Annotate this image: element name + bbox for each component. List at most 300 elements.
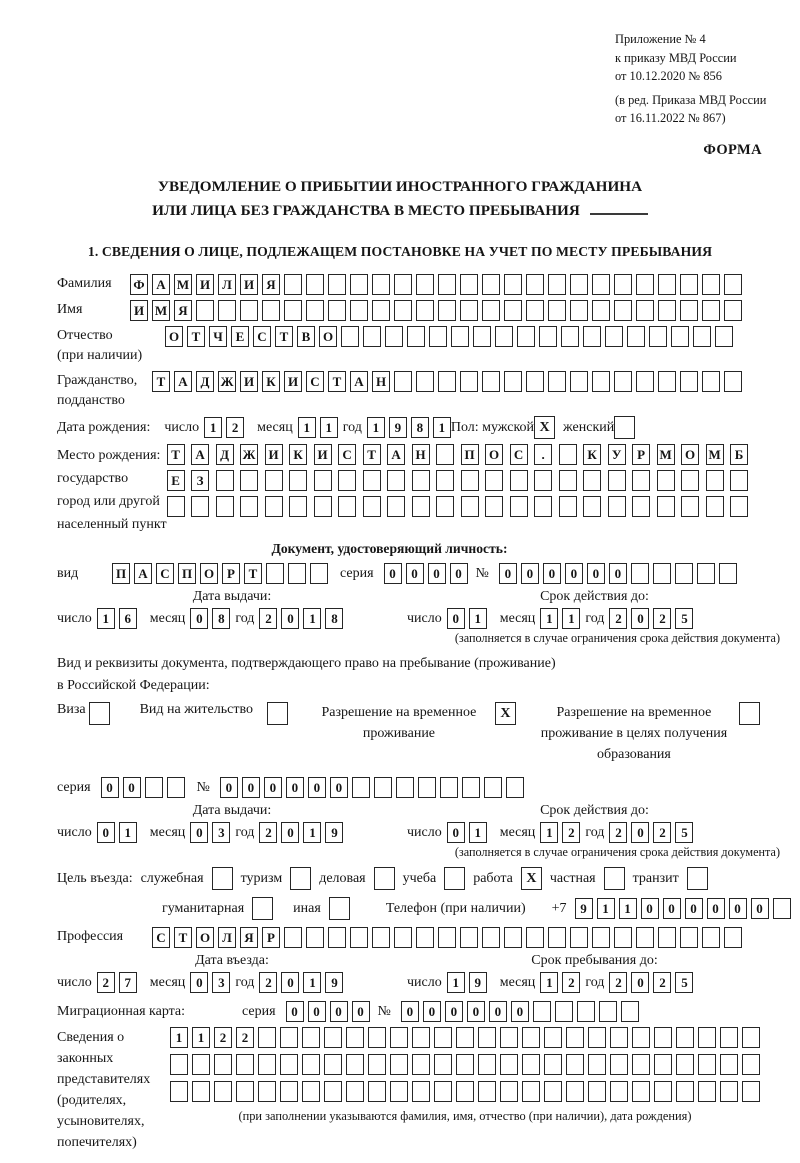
char-cell[interactable]: 0 — [543, 563, 561, 584]
char-cell[interactable]: 1 — [469, 822, 487, 843]
char-cell[interactable]: 0 — [308, 777, 326, 798]
char-cell[interactable] — [216, 470, 234, 491]
char-cell[interactable]: Б — [730, 444, 748, 465]
char-cell[interactable] — [548, 927, 566, 948]
char-cell[interactable] — [412, 1027, 430, 1048]
char-cell[interactable] — [559, 496, 577, 517]
char-cell[interactable] — [698, 1054, 716, 1075]
char-cell[interactable] — [627, 326, 645, 347]
char-cell[interactable]: 0 — [450, 563, 468, 584]
char-cell[interactable] — [742, 1054, 760, 1075]
char-cell[interactable] — [570, 927, 588, 948]
char-cell[interactable] — [460, 274, 478, 295]
char-cell[interactable] — [636, 927, 654, 948]
char-cell[interactable] — [416, 274, 434, 295]
char-cell[interactable] — [346, 1027, 364, 1048]
char-cell[interactable] — [605, 326, 623, 347]
char-cell[interactable] — [258, 1027, 276, 1048]
char-cell[interactable] — [653, 563, 671, 584]
char-cell[interactable]: 0 — [499, 563, 517, 584]
char-cell[interactable] — [363, 496, 381, 517]
char-cell[interactable]: 1 — [204, 417, 222, 438]
char-cell[interactable] — [436, 444, 454, 465]
char-cell[interactable]: 5 — [675, 972, 693, 993]
char-cell[interactable]: А — [387, 444, 405, 465]
option-residence-permit-checkbox[interactable] — [267, 702, 288, 725]
char-cell[interactable] — [742, 1081, 760, 1102]
char-cell[interactable] — [478, 1054, 496, 1075]
char-cell[interactable] — [654, 1027, 672, 1048]
char-cell[interactable] — [671, 326, 689, 347]
char-cell[interactable] — [462, 777, 480, 798]
char-cell[interactable] — [306, 300, 324, 321]
char-cell[interactable] — [548, 371, 566, 392]
char-cell[interactable] — [473, 326, 491, 347]
char-cell[interactable] — [460, 300, 478, 321]
char-cell[interactable]: П — [461, 444, 479, 465]
char-cell[interactable]: 0 — [609, 563, 627, 584]
char-cell[interactable]: Ж — [218, 371, 236, 392]
char-cell[interactable] — [730, 470, 748, 491]
char-cell[interactable] — [372, 927, 390, 948]
char-cell[interactable]: 2 — [97, 972, 115, 993]
char-cell[interactable] — [658, 274, 676, 295]
char-cell[interactable] — [588, 1081, 606, 1102]
char-cell[interactable] — [240, 470, 258, 491]
char-cell[interactable] — [706, 496, 724, 517]
char-cell[interactable] — [495, 326, 513, 347]
char-cell[interactable] — [434, 1054, 452, 1075]
char-cell[interactable]: 1 — [320, 417, 338, 438]
char-cell[interactable]: А — [152, 274, 170, 295]
char-cell[interactable] — [438, 371, 456, 392]
char-cell[interactable] — [681, 470, 699, 491]
char-cell[interactable] — [522, 1081, 540, 1102]
char-cell[interactable] — [614, 300, 632, 321]
char-cell[interactable] — [675, 563, 693, 584]
char-cell[interactable]: 0 — [190, 822, 208, 843]
char-cell[interactable] — [592, 927, 610, 948]
char-cell[interactable] — [314, 496, 332, 517]
char-cell[interactable]: И — [265, 444, 283, 465]
char-cell[interactable]: 0 — [521, 563, 539, 584]
char-cell[interactable] — [196, 300, 214, 321]
char-cell[interactable] — [504, 274, 522, 295]
char-cell[interactable] — [451, 326, 469, 347]
char-cell[interactable] — [658, 371, 676, 392]
char-cell[interactable]: 0 — [445, 1001, 463, 1022]
char-cell[interactable] — [310, 563, 328, 584]
char-cell[interactable]: Т — [167, 444, 185, 465]
char-cell[interactable] — [526, 371, 544, 392]
char-cell[interactable] — [500, 1081, 518, 1102]
char-cell[interactable] — [566, 1027, 584, 1048]
char-cell[interactable] — [485, 496, 503, 517]
char-cell[interactable] — [702, 274, 720, 295]
char-cell[interactable] — [240, 496, 258, 517]
char-cell[interactable] — [526, 300, 544, 321]
char-cell[interactable]: 0 — [330, 777, 348, 798]
char-cell[interactable] — [302, 1081, 320, 1102]
char-cell[interactable] — [510, 496, 528, 517]
char-cell[interactable]: И — [284, 371, 302, 392]
char-cell[interactable]: 2 — [609, 972, 627, 993]
char-cell[interactable] — [608, 470, 626, 491]
char-cell[interactable] — [588, 1054, 606, 1075]
char-cell[interactable]: Т — [363, 444, 381, 465]
char-cell[interactable] — [456, 1081, 474, 1102]
char-cell[interactable] — [592, 274, 610, 295]
char-cell[interactable] — [266, 563, 284, 584]
char-cell[interactable] — [372, 300, 390, 321]
char-cell[interactable]: О — [319, 326, 337, 347]
char-cell[interactable] — [324, 1027, 342, 1048]
char-cell[interactable] — [614, 927, 632, 948]
char-cell[interactable] — [280, 1054, 298, 1075]
char-cell[interactable] — [544, 1081, 562, 1102]
char-cell[interactable] — [534, 470, 552, 491]
char-cell[interactable] — [280, 1027, 298, 1048]
char-cell[interactable] — [438, 927, 456, 948]
char-cell[interactable] — [289, 496, 307, 517]
char-cell[interactable] — [702, 300, 720, 321]
char-cell[interactable]: Н — [372, 371, 390, 392]
char-cell[interactable]: 0 — [447, 608, 465, 629]
char-cell[interactable]: В — [297, 326, 315, 347]
char-cell[interactable] — [522, 1027, 540, 1048]
char-cell[interactable]: А — [134, 563, 152, 584]
char-cell[interactable]: 0 — [565, 563, 583, 584]
char-cell[interactable]: Т — [152, 371, 170, 392]
char-cell[interactable] — [715, 326, 733, 347]
char-cell[interactable]: 1 — [562, 608, 580, 629]
purpose-other-checkbox[interactable] — [329, 897, 350, 920]
char-cell[interactable]: 0 — [97, 822, 115, 843]
char-cell[interactable]: 8 — [325, 608, 343, 629]
char-cell[interactable] — [390, 1081, 408, 1102]
char-cell[interactable] — [434, 1081, 452, 1102]
char-cell[interactable]: Л — [218, 927, 236, 948]
char-cell[interactable]: 2 — [226, 417, 244, 438]
char-cell[interactable]: С — [338, 444, 356, 465]
char-cell[interactable] — [654, 1054, 672, 1075]
char-cell[interactable] — [438, 274, 456, 295]
char-cell[interactable] — [654, 1081, 672, 1102]
char-cell[interactable] — [697, 563, 715, 584]
char-cell[interactable] — [614, 371, 632, 392]
char-cell[interactable]: Я — [240, 927, 258, 948]
char-cell[interactable] — [284, 274, 302, 295]
char-cell[interactable]: Д — [216, 444, 234, 465]
char-cell[interactable]: 3 — [212, 822, 230, 843]
char-cell[interactable] — [583, 470, 601, 491]
char-cell[interactable]: 0 — [406, 563, 424, 584]
char-cell[interactable] — [368, 1027, 386, 1048]
char-cell[interactable] — [394, 300, 412, 321]
char-cell[interactable] — [610, 1081, 628, 1102]
char-cell[interactable] — [773, 898, 791, 919]
char-cell[interactable] — [374, 777, 392, 798]
char-cell[interactable]: 1 — [540, 822, 558, 843]
char-cell[interactable]: А — [350, 371, 368, 392]
char-cell[interactable] — [390, 1027, 408, 1048]
char-cell[interactable] — [306, 927, 324, 948]
char-cell[interactable] — [534, 496, 552, 517]
char-cell[interactable] — [170, 1054, 188, 1075]
char-cell[interactable] — [350, 300, 368, 321]
char-cell[interactable] — [676, 1054, 694, 1075]
option-visa-checkbox[interactable] — [89, 702, 110, 725]
char-cell[interactable] — [372, 274, 390, 295]
char-cell[interactable] — [636, 274, 654, 295]
char-cell[interactable] — [544, 1054, 562, 1075]
char-cell[interactable] — [724, 927, 742, 948]
purpose-transit-checkbox[interactable] — [687, 867, 708, 890]
char-cell[interactable] — [484, 777, 502, 798]
char-cell[interactable]: 0 — [281, 972, 299, 993]
char-cell[interactable] — [167, 496, 185, 517]
char-cell[interactable] — [588, 1027, 606, 1048]
char-cell[interactable]: 0 — [281, 608, 299, 629]
char-cell[interactable]: П — [178, 563, 196, 584]
char-cell[interactable]: 1 — [298, 417, 316, 438]
char-cell[interactable] — [680, 927, 698, 948]
char-cell[interactable] — [724, 274, 742, 295]
char-cell[interactable] — [599, 1001, 617, 1022]
char-cell[interactable]: Р — [632, 444, 650, 465]
char-cell[interactable]: 0 — [423, 1001, 441, 1022]
purpose-official-checkbox[interactable] — [212, 867, 233, 890]
char-cell[interactable] — [368, 1081, 386, 1102]
char-cell[interactable]: У — [608, 444, 626, 465]
char-cell[interactable] — [631, 563, 649, 584]
char-cell[interactable] — [314, 470, 332, 491]
char-cell[interactable] — [698, 1027, 716, 1048]
char-cell[interactable] — [352, 777, 370, 798]
char-cell[interactable] — [363, 470, 381, 491]
char-cell[interactable]: Т — [187, 326, 205, 347]
char-cell[interactable] — [440, 777, 458, 798]
char-cell[interactable]: Л — [218, 274, 236, 295]
char-cell[interactable]: . — [534, 444, 552, 465]
char-cell[interactable] — [583, 326, 601, 347]
char-cell[interactable]: 0 — [101, 777, 119, 798]
option-temp-residence-checkbox[interactable]: X — [495, 702, 516, 725]
char-cell[interactable]: Ф — [130, 274, 148, 295]
char-cell[interactable] — [724, 300, 742, 321]
char-cell[interactable] — [363, 326, 381, 347]
char-cell[interactable] — [478, 1081, 496, 1102]
char-cell[interactable] — [676, 1027, 694, 1048]
char-cell[interactable] — [742, 1027, 760, 1048]
char-cell[interactable]: Я — [262, 274, 280, 295]
char-cell[interactable]: 2 — [259, 972, 277, 993]
char-cell[interactable] — [416, 371, 434, 392]
char-cell[interactable] — [460, 927, 478, 948]
char-cell[interactable]: Д — [196, 371, 214, 392]
char-cell[interactable] — [328, 927, 346, 948]
char-cell[interactable]: 5 — [675, 608, 693, 629]
char-cell[interactable] — [346, 1054, 364, 1075]
char-cell[interactable] — [456, 1054, 474, 1075]
char-cell[interactable]: 6 — [119, 608, 137, 629]
char-cell[interactable]: 0 — [631, 972, 649, 993]
char-cell[interactable] — [681, 496, 699, 517]
char-cell[interactable] — [561, 326, 579, 347]
char-cell[interactable]: И — [240, 274, 258, 295]
char-cell[interactable] — [346, 1081, 364, 1102]
char-cell[interactable]: М — [174, 274, 192, 295]
char-cell[interactable] — [720, 1054, 738, 1075]
char-cell[interactable] — [482, 371, 500, 392]
char-cell[interactable] — [632, 496, 650, 517]
char-cell[interactable]: 1 — [192, 1027, 210, 1048]
char-cell[interactable] — [570, 371, 588, 392]
char-cell[interactable]: Е — [231, 326, 249, 347]
char-cell[interactable]: 1 — [303, 608, 321, 629]
char-cell[interactable] — [429, 326, 447, 347]
purpose-business-checkbox[interactable] — [374, 867, 395, 890]
char-cell[interactable] — [456, 1027, 474, 1048]
char-cell[interactable] — [504, 927, 522, 948]
char-cell[interactable] — [306, 274, 324, 295]
char-cell[interactable]: 0 — [308, 1001, 326, 1022]
char-cell[interactable] — [341, 326, 359, 347]
char-cell[interactable] — [328, 300, 346, 321]
char-cell[interactable]: Т — [174, 927, 192, 948]
char-cell[interactable] — [394, 274, 412, 295]
char-cell[interactable]: О — [165, 326, 183, 347]
char-cell[interactable] — [539, 326, 557, 347]
char-cell[interactable] — [407, 326, 425, 347]
char-cell[interactable] — [416, 300, 434, 321]
char-cell[interactable] — [418, 777, 436, 798]
char-cell[interactable] — [302, 1027, 320, 1048]
char-cell[interactable]: 5 — [675, 822, 693, 843]
char-cell[interactable] — [636, 300, 654, 321]
char-cell[interactable]: 3 — [212, 972, 230, 993]
char-cell[interactable]: 1 — [619, 898, 637, 919]
char-cell[interactable] — [636, 371, 654, 392]
char-cell[interactable] — [517, 326, 535, 347]
char-cell[interactable]: 1 — [447, 972, 465, 993]
char-cell[interactable]: 0 — [631, 608, 649, 629]
char-cell[interactable] — [412, 470, 430, 491]
char-cell[interactable] — [485, 470, 503, 491]
char-cell[interactable] — [192, 1054, 210, 1075]
char-cell[interactable] — [438, 300, 456, 321]
char-cell[interactable] — [390, 1054, 408, 1075]
char-cell[interactable] — [284, 300, 302, 321]
purpose-work-checkbox[interactable]: X — [521, 867, 542, 890]
char-cell[interactable]: 0 — [281, 822, 299, 843]
char-cell[interactable]: Т — [328, 371, 346, 392]
char-cell[interactable]: Р — [262, 927, 280, 948]
char-cell[interactable] — [706, 470, 724, 491]
char-cell[interactable] — [657, 496, 675, 517]
char-cell[interactable]: 0 — [190, 972, 208, 993]
char-cell[interactable] — [412, 496, 430, 517]
char-cell[interactable] — [621, 1001, 639, 1022]
char-cell[interactable]: 9 — [575, 898, 593, 919]
char-cell[interactable] — [436, 496, 454, 517]
char-cell[interactable]: 1 — [433, 417, 451, 438]
char-cell[interactable]: 0 — [707, 898, 725, 919]
char-cell[interactable] — [680, 274, 698, 295]
char-cell[interactable]: М — [152, 300, 170, 321]
char-cell[interactable] — [214, 1054, 232, 1075]
char-cell[interactable]: О — [200, 563, 218, 584]
char-cell[interactable] — [394, 371, 412, 392]
char-cell[interactable]: Ж — [240, 444, 258, 465]
char-cell[interactable]: 1 — [367, 417, 385, 438]
char-cell[interactable] — [482, 927, 500, 948]
char-cell[interactable] — [555, 1001, 573, 1022]
char-cell[interactable] — [702, 927, 720, 948]
char-cell[interactable] — [544, 1027, 562, 1048]
char-cell[interactable]: 2 — [259, 608, 277, 629]
char-cell[interactable] — [265, 496, 283, 517]
char-cell[interactable] — [289, 470, 307, 491]
char-cell[interactable]: 9 — [469, 972, 487, 993]
char-cell[interactable]: 9 — [325, 822, 343, 843]
char-cell[interactable] — [385, 326, 403, 347]
char-cell[interactable] — [702, 371, 720, 392]
char-cell[interactable] — [387, 496, 405, 517]
char-cell[interactable] — [548, 274, 566, 295]
char-cell[interactable]: С — [253, 326, 271, 347]
purpose-private-checkbox[interactable] — [604, 867, 625, 890]
char-cell[interactable] — [610, 1027, 628, 1048]
char-cell[interactable] — [500, 1054, 518, 1075]
char-cell[interactable]: Н — [412, 444, 430, 465]
char-cell[interactable]: И — [130, 300, 148, 321]
char-cell[interactable] — [350, 927, 368, 948]
char-cell[interactable] — [338, 496, 356, 517]
char-cell[interactable]: 1 — [119, 822, 137, 843]
char-cell[interactable] — [592, 300, 610, 321]
char-cell[interactable]: 2 — [653, 822, 671, 843]
char-cell[interactable] — [324, 1081, 342, 1102]
char-cell[interactable] — [461, 496, 479, 517]
char-cell[interactable]: 0 — [264, 777, 282, 798]
char-cell[interactable]: И — [314, 444, 332, 465]
char-cell[interactable] — [478, 1027, 496, 1048]
char-cell[interactable]: Е — [167, 470, 185, 491]
char-cell[interactable]: Т — [275, 326, 293, 347]
char-cell[interactable] — [720, 1027, 738, 1048]
purpose-study-checkbox[interactable] — [444, 867, 465, 890]
char-cell[interactable] — [324, 1054, 342, 1075]
char-cell[interactable]: 0 — [467, 1001, 485, 1022]
char-cell[interactable]: 0 — [428, 563, 446, 584]
purpose-tourism-checkbox[interactable] — [290, 867, 311, 890]
char-cell[interactable] — [265, 470, 283, 491]
char-cell[interactable]: С — [152, 927, 170, 948]
char-cell[interactable]: 8 — [212, 608, 230, 629]
char-cell[interactable]: 2 — [236, 1027, 254, 1048]
char-cell[interactable]: 2 — [562, 972, 580, 993]
char-cell[interactable] — [145, 777, 163, 798]
sex-female-checkbox[interactable] — [614, 416, 635, 439]
char-cell[interactable]: 2 — [609, 822, 627, 843]
char-cell[interactable] — [387, 470, 405, 491]
char-cell[interactable] — [522, 1054, 540, 1075]
char-cell[interactable] — [191, 496, 209, 517]
char-cell[interactable] — [170, 1081, 188, 1102]
char-cell[interactable] — [724, 371, 742, 392]
char-cell[interactable]: С — [156, 563, 174, 584]
